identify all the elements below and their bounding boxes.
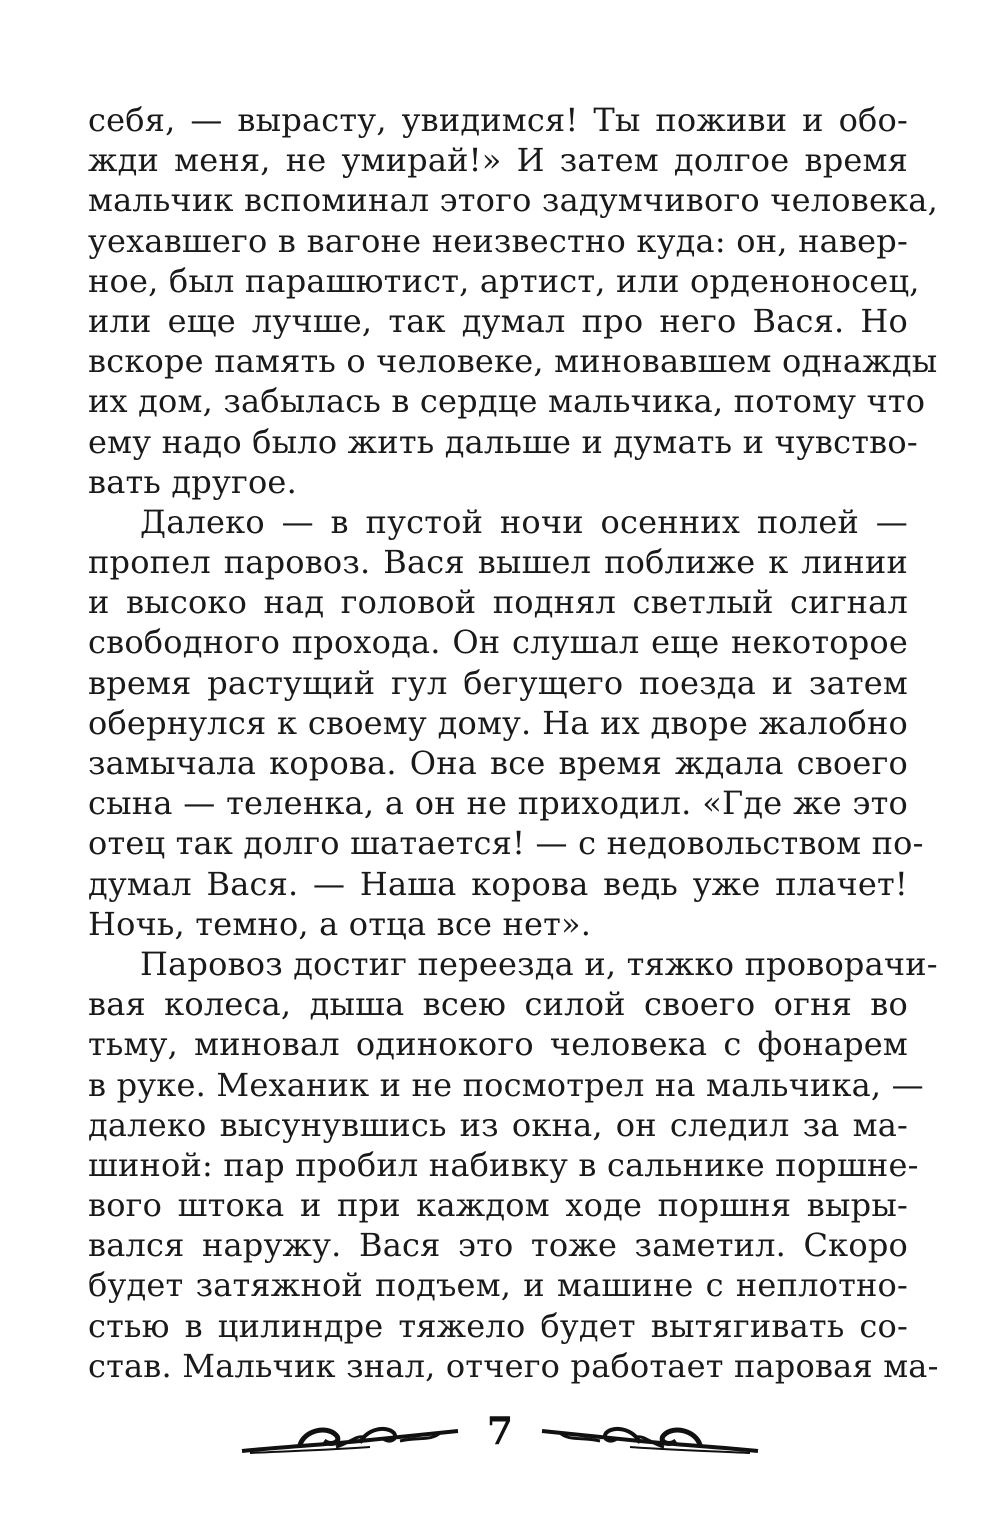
- text-line: обернулся к своему дому. На их дворе жалобно: [88, 703, 908, 742]
- text-line: тьму, миновал одинокого человека с фонарем: [88, 1025, 908, 1064]
- text-line: Ночь, темно, а отца все нет».: [88, 904, 592, 943]
- flourish-ornament-icon: [240, 1417, 460, 1457]
- text-line: или еще лучше, так думал про него Вася. Но: [88, 301, 908, 340]
- text-line: себя, — вырасту, увидимся! Ты поживи и обо-: [88, 101, 908, 139]
- text-line: время растущий гул бегущего поезда и затем: [88, 663, 908, 702]
- text-line: и высоко над головой поднял светлый сигнал: [88, 583, 908, 622]
- text-line: свободного прохода. Он слушал еще некоторое: [88, 623, 908, 662]
- text-line: будет затяжной подъем, и машине с неплотно-: [88, 1266, 908, 1305]
- text-line: став. Мальчик знал, отчего работает паровая ма-: [88, 1346, 939, 1385]
- text-line: стью в цилиндре тяжело будет вытягивать со-: [88, 1306, 908, 1345]
- text-line: сына — теленка, а он не приходил. «Где же это: [88, 784, 908, 823]
- page-body-text: [88, 100, 939, 1386]
- text-line: пропел паровоз. Вася вышел поближе к линии: [88, 543, 908, 582]
- text-line: в руке. Механик и не посмотрел на мальчика, —: [88, 1065, 924, 1104]
- text-line: отец так долго шатается! — с недовольством по-: [88, 824, 924, 863]
- text-line: Паровоз достиг переезда и, тяжко проворачи-: [140, 944, 938, 983]
- text-line: вать другое.: [88, 462, 297, 501]
- text-line: вскоре память о человеке, миновавшем однажды: [88, 342, 938, 381]
- page-number: 7: [486, 1408, 514, 1453]
- text-line: далеко высунувшись из окна, он следил за ма-: [88, 1105, 908, 1144]
- text-line: ное, был парашютист, артист, или орденоносец,: [88, 261, 920, 300]
- text-line: вая колеса, дыша всею силой своего огня во: [88, 985, 908, 1024]
- text-line: вался наружу. Вася это тоже заметил. Скоро: [88, 1226, 908, 1265]
- flourish-ornament-icon: [540, 1417, 760, 1457]
- text-line: ему надо было жить дальше и думать и чувство-: [88, 422, 918, 461]
- text-line: уехавшего в вагоне неизвестно куда: он, навер-: [88, 221, 908, 260]
- text-line: думал Вася. — Наша корова ведь уже плачет!: [88, 864, 908, 903]
- text-line: Далеко — в пустой ночи осенних полей —: [140, 502, 908, 541]
- text-line: жди меня, не умирай!» И затем долгое время: [88, 141, 908, 180]
- text-line: их дом, забылась в сердце мальчика, потому что: [88, 382, 926, 421]
- text-line: замычала корова. Она все время ждала своего: [88, 744, 908, 782]
- text-line: шиной: пар пробил набивку в сальнике поршне-: [88, 1145, 919, 1184]
- text-line: вого штока и при каждом ходе поршня выры-: [88, 1186, 908, 1225]
- text-line: мальчик вспоминал этого задумчивого человека,: [88, 181, 938, 220]
- page-footer: [240, 1405, 760, 1465]
